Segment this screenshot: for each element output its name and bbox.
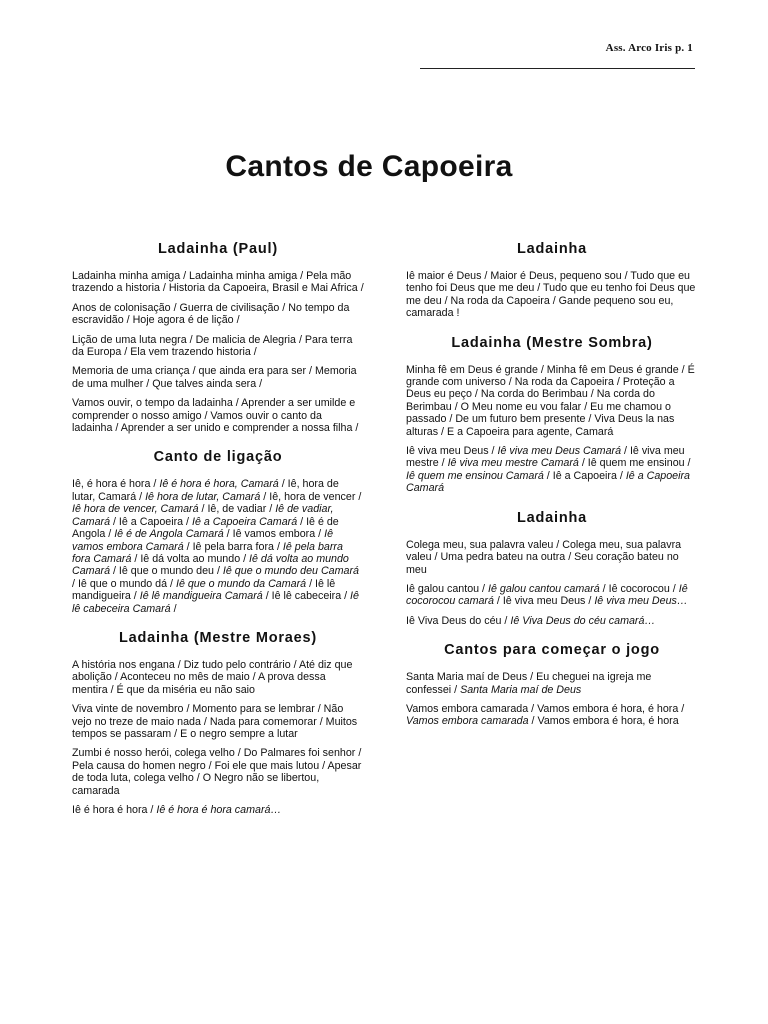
lyric-text: / Iê é de Angola / (72, 515, 339, 541)
chorus-response-text: Iê que o mundo da Camará (175, 577, 307, 590)
chorus-response-text: Iê é hora é hora, Camará (159, 478, 279, 491)
lyric-paragraph (72, 270, 364, 295)
chorus-response-text: Iê quem me ensinou Camará (406, 469, 544, 482)
lyric-paragraph (406, 270, 698, 320)
lyric-text: Iê é hora é hora / (72, 804, 157, 816)
chorus-response-text: Iê pela barra fora Camará (72, 540, 343, 565)
lyric-text: / Iê cocorocou / (599, 582, 679, 595)
lyric-text: / (170, 602, 177, 615)
chorus-response-text: Iê dá volta ao mundo Camará (72, 552, 349, 578)
lyric-text: Iê maior é Deus / Maior é Deus, pequeno sou / Tudo que eu tenho foi Deus que me deu / Tudo que eu tenho foi Deus que me deu / Na roda da Capoeira / Gande pequeno sou eu, camarada ! (406, 270, 696, 320)
lyric-paragraph (406, 364, 698, 438)
chorus-response-text: Iê viva meu Deus Camará (497, 445, 622, 458)
lyric-text: / Iê que o mundo deu / (110, 565, 223, 578)
lyric-paragraph (72, 703, 364, 740)
lyric-text: Colega meu, sua palavra valeu / Colega meu, sua palavra valeu / Uma pedra bateu na outra / Seu coração bateu no meu (406, 538, 682, 576)
lyric-text: Memoria de uma criança / que ainda era para ser / Memoria de uma mulher / Que talves ainda sera / (72, 365, 357, 390)
song-section (72, 629, 364, 816)
lyric-text: Iê galou cantou / (406, 582, 488, 595)
song-section (72, 240, 364, 434)
chorus-response-text: Iê que o mundo deu Camará (222, 565, 359, 578)
song-section (406, 334, 698, 495)
lyric-text: / Iê lê mandigueira / (72, 577, 336, 603)
lyric-text: Minha fê em Deus é grande / Minha fê em Deus é grande / É grande com universo / Na roda da Capoeira / Proteção a Deus eu peço / Na corda do Berimbau / Na corda do Berimbau / O Meu nome eu vou falar / Eu me chamou o passado / De um futuro bem presente / Viva Deus la nas alturas / E a Capoeira para agente, Camará (406, 363, 695, 438)
header-rule (420, 68, 695, 69)
lyric-text: / Iê a Capoeira / (110, 515, 192, 528)
lyric-text: / Iê lê cabeceira / (262, 590, 351, 603)
lyric-paragraph (72, 302, 364, 327)
lyric-text: Vamos embora camarada / Vamos embora é hora, é hora / (406, 702, 685, 715)
chorus-response-text: Iê é de Angola Camará (114, 528, 224, 541)
lyric-paragraph (72, 747, 364, 797)
lyric-paragraph (72, 334, 364, 359)
chorus-response-text: Iê galou cantou camará (488, 582, 600, 595)
chorus-response-text: Iê cocorocou camará (406, 582, 688, 608)
section-title: Cantos para começar o jogo (444, 642, 660, 659)
lyric-text: Ladainha minha amiga / Ladainha minha amiga / Pela mão trazendo a historia / Historia da Capoeira, Brasil e Mai Africa / (72, 270, 364, 295)
chorus-response-text: Santa Maria maí de Deus (460, 683, 582, 696)
chorus-response-text: Iê vamos embora Camará (72, 528, 334, 553)
running-header: Ass. Arco Iris p. 1 (605, 42, 693, 54)
lyric-text: / Iê pela barra fora / (183, 540, 283, 553)
lyric-paragraph (72, 659, 364, 696)
lyric-paragraph (406, 703, 698, 728)
lyric-paragraph (72, 397, 364, 434)
lyric-text: A história nos engana / Diz tudo pelo contrário / Até diz que abolição / Aconteceu no mês de maio / A prova dessa mentira / É que da miséria eu não saio (72, 658, 353, 696)
lyric-paragraph (72, 365, 364, 390)
section-title: Ladainha (516, 241, 588, 257)
lyric-text: / Vamos embora é hora, é hora (528, 715, 679, 728)
section-title: Ladainha (Mestre Moraes) (118, 629, 318, 646)
lyric-text: Iê, é hora é hora / (72, 478, 160, 491)
lyric-paragraph (406, 445, 698, 495)
song-section (406, 509, 698, 627)
lyric-paragraph (406, 671, 698, 696)
chorus-response-text: Iê hora de lutar, Camará (145, 490, 261, 503)
lyric-text: Lição de uma luta negra / De malicia de Alegria / Para terra da Europa / Ela vem trazendo historia / (72, 333, 353, 359)
right-column (406, 240, 698, 735)
chorus-response-text: Iê é hora é hora camará… (156, 804, 282, 816)
lyric-text: Vamos ouvir, o tempo da ladainha / Aprender a ser umilde e comprender o nosso amigo / Vamos ouvir o canto da ladainha / Aprender a ser unido e comprender a nossa filha / (72, 397, 359, 435)
section-title: Ladainha (516, 509, 588, 526)
lyric-text: / Iê vamos embora / (223, 528, 325, 541)
chorus-response-text: Iê de vadiar, Camará (72, 503, 334, 528)
chorus-response-text: Iê viva meu mestre Camará (447, 457, 579, 470)
lyric-text: / Iê que o mundo dá / (72, 577, 176, 590)
lyric-paragraph (72, 804, 364, 816)
lyric-text: Viva vinte de novembro / Momento para se lembrar / Não vejo no treze de maio nada / Nada para comemorar / Muitos tempos se passaram / E o negro sempre a lutar (72, 703, 358, 740)
section-title: Canto de ligação (153, 449, 283, 466)
lyric-text: / Iê viva meu Deus / (493, 595, 595, 608)
lyric-text: Zumbi é nosso herói, colega velho / Do Palmares foi senhor / Pela causa do homen negro / Foi ele que mais lutou / Apesar de toda luta, colega velho / O Negro não se libertou, camarada (72, 747, 362, 797)
chorus-response-text: Iê a Capoeira Camará (406, 469, 690, 495)
section-title: Ladainha (Paul) (158, 241, 278, 257)
chorus-response-text: Iê Viva Deus do céu camará… (510, 614, 656, 627)
song-section (406, 240, 698, 320)
lyric-text: Santa Maria maí de Deus / Eu cheguei na igreja me confessei / (406, 671, 652, 696)
chorus-response-text: Iê lê mandigueira Camará (139, 590, 263, 603)
lyric-text: Iê Viva Deus do céu / (406, 614, 511, 627)
lyric-text: / Iê dá volta ao mundo / (131, 552, 250, 565)
chorus-response-text: Vamos embora camarada (406, 715, 529, 728)
left-column (72, 240, 364, 823)
lyric-text: Iê viva meu Deus / (406, 445, 498, 458)
section-title: Ladainha (Mestre Sombra) (451, 334, 653, 351)
lyric-text: Anos de colonisação / Guerra de civilisação / No tempo da escravidão / Hoje agora é de lição / (72, 301, 350, 327)
lyric-paragraph (406, 539, 698, 576)
lyric-text: / Iê quem me ensinou / (578, 457, 691, 470)
lyric-paragraph (406, 615, 698, 627)
lyric-text: / Iê, de vadiar / (198, 503, 276, 516)
lyric-text: / Iê a Capoeira / (543, 469, 626, 482)
chorus-response-text: Iê hora de vencer, Camará (72, 503, 199, 516)
song-section (406, 641, 698, 728)
song-section (72, 448, 364, 614)
chorus-response-text: Iê lê cabeceira Camará (72, 590, 359, 615)
chorus-response-text: Iê viva meu Deus… (594, 595, 688, 608)
lyric-text: / Iê viva meu mestre / (406, 445, 685, 470)
lyric-text: / Iê, hora de vencer / (260, 490, 362, 503)
lyric-text: / Iê, hora de lutar, Camará / (72, 478, 339, 503)
page-title: Cantos de Capoeira (225, 150, 513, 183)
lyric-paragraph (72, 478, 364, 614)
lyric-paragraph (406, 583, 698, 608)
chorus-response-text: Iê a Capoeira Camará (192, 515, 298, 528)
